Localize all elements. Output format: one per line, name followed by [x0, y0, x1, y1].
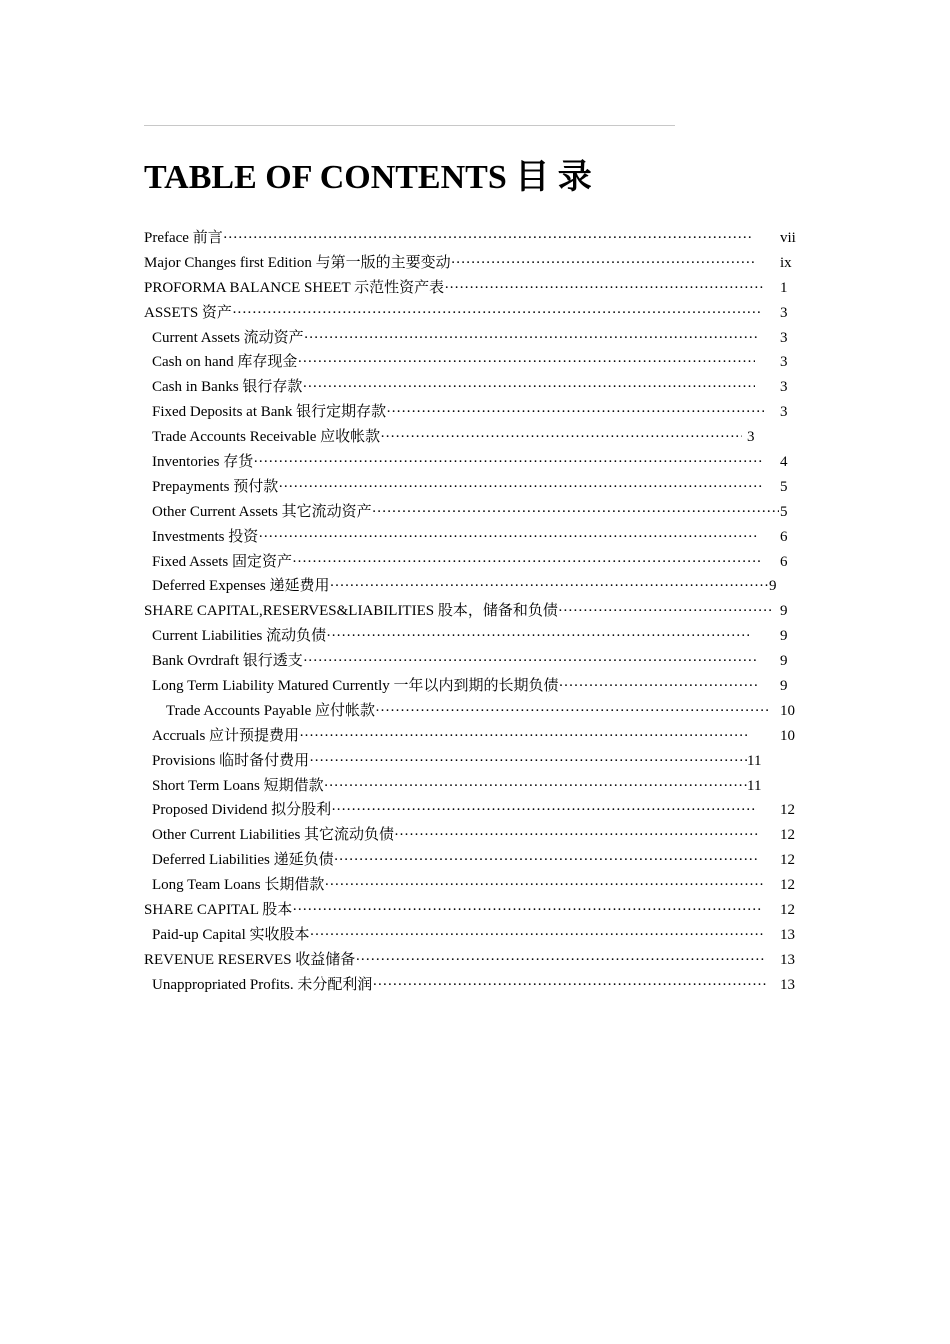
toc-entry-leader	[144, 276, 764, 301]
toc-entry-label: Current Liabilities 流动负债	[152, 628, 327, 645]
toc-entry-label: PROFORMA BALANCE SHEET 示范性资产表	[144, 279, 445, 296]
toc-entry-leader	[152, 400, 764, 425]
toc-entry-label: Short Term Loans 短期借款	[152, 777, 324, 794]
toc-entry-label: Fixed Assets 固定资产	[152, 553, 293, 570]
toc-entry-leader	[152, 649, 756, 674]
toc-entry-leader	[152, 798, 755, 823]
toc-entry-leader	[152, 848, 757, 873]
table-of-contents	[0, 226, 950, 998]
toc-dot-leader	[372, 973, 767, 998]
toc-entry-leader	[152, 873, 764, 898]
toc-entry-leader	[152, 749, 747, 774]
toc-entry-page-number: 12	[780, 877, 795, 894]
toc-dot-leader	[258, 525, 757, 550]
toc-entry[interactable]	[0, 500, 950, 525]
toc-entry-leader	[166, 699, 768, 724]
toc-entry-leader	[152, 823, 758, 848]
toc-entry-page-number: 12	[780, 827, 795, 844]
toc-entry-label: Bank Ovrdraft 银行透支	[152, 653, 303, 670]
toc-entry-label: Deferred Liabilities 递延负债	[152, 852, 334, 869]
toc-dot-leader	[451, 251, 755, 276]
toc-entry-page-number: 3	[780, 329, 788, 346]
toc-dot-leader	[331, 798, 755, 823]
toc-entry-label: REVENUE RESERVES 收益储备	[144, 951, 356, 968]
toc-entry-leader	[152, 350, 755, 375]
toc-entry[interactable]	[0, 450, 950, 475]
toc-entry-leader	[144, 251, 755, 276]
toc-entry[interactable]	[0, 574, 950, 599]
toc-dot-leader	[444, 276, 764, 301]
toc-dot-leader	[304, 326, 757, 351]
toc-entry-leader	[152, 525, 757, 550]
toc-dot-leader	[355, 948, 765, 973]
toc-entry[interactable]	[0, 276, 950, 301]
toc-entry-leader	[144, 226, 752, 251]
toc-entry-page-number: 12	[780, 852, 795, 869]
toc-entry-label: Trade Accounts Receivable 应收帐款	[152, 429, 381, 446]
toc-entry[interactable]	[0, 798, 950, 823]
toc-dot-leader	[329, 574, 769, 599]
toc-entry-page-number: ix	[780, 254, 792, 271]
toc-entry-page-number: 9	[780, 603, 788, 620]
toc-entry-page-number: 5	[780, 503, 788, 520]
toc-entry-leader	[152, 550, 761, 575]
toc-entry-page-number: 13	[780, 951, 795, 968]
toc-entry-page-number: 3	[747, 429, 755, 446]
toc-entry-page-number: 1	[780, 279, 788, 296]
toc-entry-label: Cash in Banks 银行存款	[152, 379, 303, 396]
toc-entry-page-number: 9	[780, 653, 788, 670]
toc-entry[interactable]	[0, 848, 950, 873]
toc-entry[interactable]	[0, 599, 950, 624]
toc-entry-page-number: 9	[780, 678, 788, 695]
toc-entry[interactable]	[0, 724, 950, 749]
toc-entry-leader	[152, 425, 742, 450]
toc-entry-label: Unappropriated Profits. 未分配利润	[152, 976, 373, 993]
toc-dot-leader	[297, 350, 755, 375]
toc-entry[interactable]	[0, 251, 950, 276]
toc-entry-leader	[152, 375, 755, 400]
toc-entry[interactable]	[0, 375, 950, 400]
toc-entry-label: Long Team Loans 长期借款	[152, 877, 325, 894]
toc-entry-leader	[152, 973, 767, 998]
header-rule	[144, 125, 675, 126]
toc-dot-leader	[278, 475, 762, 500]
toc-entry-leader	[152, 475, 762, 500]
toc-entry-label: SHARE CAPITAL,RESERVES&LIABILITIES 股本，储备和负债	[144, 603, 558, 620]
toc-dot-leader	[310, 923, 765, 948]
toc-entry-page-number: 9	[769, 578, 777, 595]
toc-entry-label: Fixed Deposits at Bank 银行定期存款	[152, 404, 387, 421]
toc-entry-page-number: 3	[780, 379, 788, 396]
toc-dot-leader	[558, 599, 773, 624]
toc-entry-page-number: 6	[780, 553, 788, 570]
toc-entry-page-number: 12	[780, 802, 795, 819]
toc-entry-label: Major Changes first Edition 与第一版的主要变动	[144, 254, 451, 271]
toc-dot-leader	[380, 425, 742, 450]
toc-dot-leader	[326, 624, 749, 649]
toc-entry[interactable]	[0, 774, 950, 799]
toc-entry-label: SHARE CAPITAL 股本	[144, 902, 293, 919]
toc-entry-label: Deferred Expenses 递延费用	[152, 578, 330, 595]
toc-entry-label: Accruals 应计预提费用	[152, 727, 300, 744]
toc-entry-page-number: 12	[780, 902, 795, 919]
toc-entry-leader	[152, 574, 769, 599]
toc-entry[interactable]	[0, 923, 950, 948]
toc-dot-leader	[375, 699, 768, 724]
toc-entry-label: Paid-up Capital 实收股本	[152, 926, 310, 943]
toc-entry[interactable]	[0, 948, 950, 973]
toc-entry-label: Other Current Liabilities 其它流动负债	[152, 827, 395, 844]
toc-dot-leader	[223, 226, 752, 251]
toc-entry-leader	[152, 450, 764, 475]
toc-entry-label: ASSETS 资产	[144, 304, 232, 321]
toc-entry-page-number: 13	[780, 976, 795, 993]
toc-dot-leader	[292, 898, 762, 923]
toc-entry-leader	[152, 500, 779, 525]
toc-entry[interactable]	[0, 226, 950, 251]
toc-entry[interactable]	[0, 823, 950, 848]
toc-entry-leader	[152, 624, 749, 649]
toc-entry-leader	[152, 674, 757, 699]
toc-entry-label: Current Assets 流动资产	[152, 329, 304, 346]
toc-dot-leader	[292, 550, 761, 575]
toc-entry[interactable]	[0, 898, 950, 923]
toc-entry-label: Inventories 存货	[152, 454, 254, 471]
toc-entry-label: Trade Accounts Payable 应付帐款	[166, 702, 376, 719]
toc-entry-page-number: 3	[780, 404, 788, 421]
toc-dot-leader	[303, 649, 756, 674]
toc-entry-label: Proposed Dividend 拟分股利	[152, 802, 332, 819]
toc-entry[interactable]	[0, 973, 950, 998]
toc-entry-page-number: vii	[780, 230, 796, 246]
toc-entry-leader	[144, 948, 765, 973]
toc-entry[interactable]	[0, 749, 950, 774]
toc-entry-leader	[152, 774, 747, 799]
toc-dot-leader	[394, 823, 758, 848]
toc-dot-leader	[302, 375, 755, 400]
toc-entry-label: Investments 投资	[152, 528, 259, 545]
page-title: TABLE OF CONTENTS 目 录	[144, 159, 592, 196]
toc-entry-leader	[152, 326, 757, 351]
toc-entry-label: Preface 前言	[144, 230, 223, 246]
toc-entry[interactable]	[0, 649, 950, 674]
toc-dot-leader	[372, 500, 779, 525]
toc-entry[interactable]	[0, 475, 950, 500]
toc-entry-page-number: 3	[780, 354, 788, 371]
toc-entry-page-number: 13	[780, 926, 795, 943]
toc-entry-page-number: 5	[780, 478, 788, 495]
toc-dot-leader	[386, 400, 764, 425]
toc-entry[interactable]	[0, 425, 950, 450]
toc-entry[interactable]	[0, 624, 950, 649]
toc-dot-leader	[232, 301, 762, 326]
toc-entry[interactable]	[0, 550, 950, 575]
toc-entry-label: Long Term Liability Matured Currently 一年以内到期的长期负债	[152, 678, 559, 695]
toc-entry[interactable]	[0, 873, 950, 898]
toc-dot-leader	[309, 749, 747, 774]
toc-entry-page-number: 9	[780, 628, 788, 645]
toc-entry-page-number: 6	[780, 528, 788, 545]
toc-entry[interactable]	[0, 301, 950, 326]
toc-dot-leader	[324, 873, 764, 898]
toc-entry[interactable]	[0, 525, 950, 550]
toc-entry-leader	[152, 923, 764, 948]
toc-entry-label: Cash on hand 库存现金	[152, 354, 298, 371]
toc-dot-leader	[324, 774, 747, 799]
toc-entry-page-number: 3	[780, 304, 788, 321]
toc-entry[interactable]	[0, 400, 950, 425]
toc-entry-label: Prepayments 预付款	[152, 478, 279, 495]
toc-entry-leader	[144, 599, 773, 624]
toc-entry-leader	[152, 724, 750, 749]
toc-entry-label: Provisions 临时备付费用	[152, 752, 310, 769]
toc-dot-leader	[334, 848, 757, 873]
toc-entry-page-number: 11	[747, 777, 762, 794]
toc-entry-page-number: 10	[780, 702, 795, 719]
toc-dot-leader	[559, 674, 757, 699]
toc-entry-page-number: 11	[747, 752, 762, 769]
toc-entry[interactable]	[0, 674, 950, 699]
toc-entry-leader	[144, 898, 762, 923]
toc-entry[interactable]	[0, 350, 950, 375]
toc-entry-leader	[144, 301, 762, 326]
toc-entry[interactable]	[0, 326, 950, 351]
toc-dot-leader	[253, 450, 764, 475]
toc-entry-page-number: 10	[780, 727, 795, 744]
toc-entry[interactable]	[0, 699, 950, 724]
toc-entry-page-number: 4	[780, 454, 788, 471]
toc-dot-leader	[299, 724, 750, 749]
toc-entry-label: Other Current Assets 其它流动资产	[152, 503, 372, 520]
